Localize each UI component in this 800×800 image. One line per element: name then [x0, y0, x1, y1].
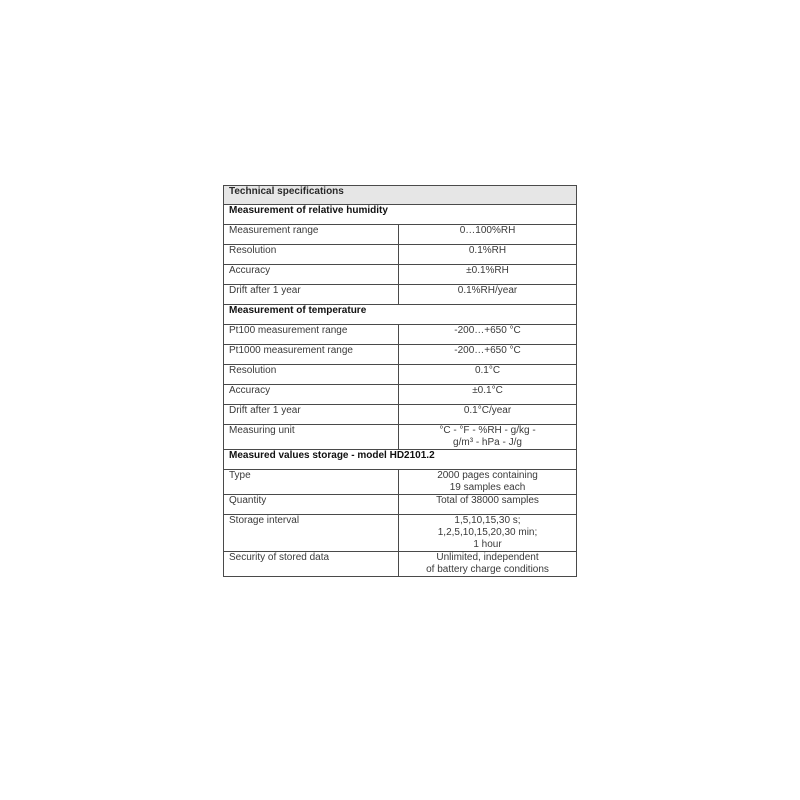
spec-value: -200…+650 °C	[399, 325, 577, 345]
table-title: Technical specifications	[224, 186, 577, 205]
table-row	[224, 470, 577, 495]
table-row	[224, 385, 577, 405]
spec-label: Storage interval	[224, 515, 399, 552]
spec-value: 0.1%RH	[399, 245, 577, 265]
spec-value	[399, 425, 577, 450]
spec-label: Pt100 measurement range	[224, 325, 399, 345]
spec-label: Accuracy	[224, 265, 399, 285]
table-row	[224, 245, 577, 265]
spec-label: Drift after 1 year	[224, 285, 399, 305]
spec-value: 0.1°C/year	[399, 405, 577, 425]
spec-value-line: of battery charge conditions	[426, 564, 549, 575]
table-row	[224, 425, 577, 450]
spec-label: Drift after 1 year	[224, 405, 399, 425]
spec-value	[399, 515, 577, 552]
spec-value: -200…+650 °C	[399, 345, 577, 365]
table-row	[224, 285, 577, 305]
spec-label: Resolution	[224, 365, 399, 385]
table-row	[224, 405, 577, 425]
table-row	[224, 552, 577, 577]
table-row	[224, 225, 577, 245]
table-row	[224, 325, 577, 345]
section-header-row	[224, 450, 577, 470]
spec-value-line: 1 hour	[473, 539, 502, 550]
table-row	[224, 345, 577, 365]
spec-value-line: 19 samples each	[449, 482, 526, 493]
table-row	[224, 265, 577, 285]
spec-value-line: 2000 pages containing	[437, 470, 538, 481]
spec-label: Measurement range	[224, 225, 399, 245]
spec-value-line: g/m³ - hPa - J/g	[453, 437, 522, 448]
spec-value	[399, 552, 577, 577]
section-heading: Measurement of temperature	[224, 305, 577, 325]
spec-value: 0.1°C	[399, 365, 577, 385]
table-row	[224, 495, 577, 515]
table-row	[224, 365, 577, 385]
spec-value	[399, 470, 577, 495]
spec-label: Type	[224, 470, 399, 495]
spec-value-line: Unlimited, independent	[436, 552, 539, 563]
table-title-row	[224, 186, 577, 205]
spec-label: Measuring unit	[224, 425, 399, 450]
spec-label: Quantity	[224, 495, 399, 515]
table-row	[224, 515, 577, 552]
spec-value-line: 1,5,10,15,30 s;	[454, 515, 521, 526]
spec-label: Resolution	[224, 245, 399, 265]
spec-value: 0…100%RH	[399, 225, 577, 245]
technical-specifications-table	[223, 185, 577, 577]
spec-value: ±0.1%RH	[399, 265, 577, 285]
spec-label: Security of stored data	[224, 552, 399, 577]
spec-value: ±0.1°C	[399, 385, 577, 405]
spec-value: Total of 38000 samples	[399, 495, 577, 515]
spec-value-line: °C - °F - %RH - g/kg -	[439, 425, 536, 436]
spec-value-line: 1,2,5,10,15,20,30 min;	[437, 527, 538, 538]
section-heading: Measurement of relative humidity	[224, 205, 577, 225]
section-heading: Measured values storage - model HD2101.2	[224, 450, 577, 470]
spec-label: Pt1000 measurement range	[224, 345, 399, 365]
spec-value: 0.1%RH/year	[399, 285, 577, 305]
section-header-row	[224, 305, 577, 325]
section-header-row	[224, 205, 577, 225]
spec-label: Accuracy	[224, 385, 399, 405]
